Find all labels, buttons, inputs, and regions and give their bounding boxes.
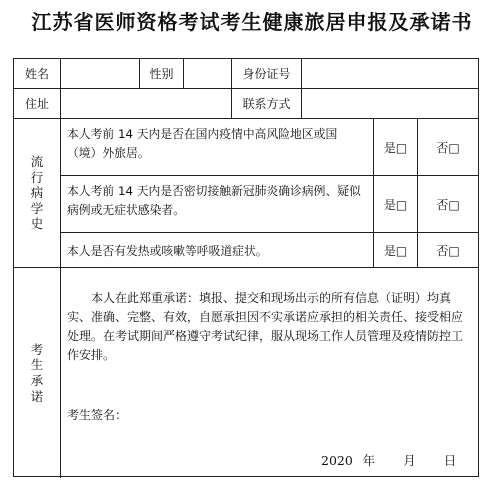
contact-field[interactable]	[302, 89, 478, 118]
date-year[interactable]: 2020	[321, 453, 353, 468]
signature-field[interactable]	[132, 402, 292, 422]
label-char: 考	[30, 341, 44, 357]
row-divider	[14, 267, 478, 268]
promise-statement: 本人在此郑重承诺：填报、提交和现场出示的所有信息（证明）均真实、准确、完整、有效，自愿承担因不实承诺应承担的相关责任、接受相应处理。在考试期间严格遵守考试纪律，服从现场工作人员管理及疫情防控工作安排。	[67, 291, 464, 362]
name-label: 姓名	[24, 67, 49, 81]
question-travel: 本人考前 14 天内是否在国内疫情中高风险地区或国（境）外旅居。	[67, 127, 338, 160]
month-unit: 月	[403, 453, 416, 468]
id-number-label: 身份证号	[242, 67, 291, 81]
col-divider	[60, 267, 61, 478]
travel-yes-checkbox[interactable]: 是□	[383, 140, 408, 155]
declaration-form	[13, 58, 479, 477]
contact-yes-checkbox[interactable]: 是□	[383, 197, 408, 212]
label-char: 诺	[30, 388, 44, 404]
address-field[interactable]	[61, 89, 231, 118]
label-char: 行	[30, 169, 44, 185]
id-number-field[interactable]	[302, 59, 478, 88]
document-title: 江苏省医师资格考试考生健康旅居申报及承诺书	[31, 10, 473, 34]
gender-field[interactable]	[184, 59, 231, 88]
label-char: 史	[30, 216, 44, 232]
candidate-promise-label	[14, 268, 60, 478]
day-unit: 日	[443, 453, 457, 468]
label-char: 承	[30, 373, 44, 388]
year-unit: 年	[362, 453, 376, 468]
label-char: 生	[30, 357, 44, 373]
gender-label: 性别	[149, 67, 174, 81]
symptoms-yes-checkbox[interactable]: 是□	[383, 243, 408, 258]
contact-no-checkbox[interactable]: 否□	[436, 197, 460, 212]
epidemiological-history-label	[14, 119, 60, 267]
question-symptoms: 本人是否有发热或咳嗽等呼吸道症状。	[67, 243, 268, 258]
name-field[interactable]	[61, 59, 139, 88]
symptoms-no-checkbox[interactable]: 否□	[436, 243, 460, 258]
date-line	[321, 451, 456, 469]
label-char: 学	[30, 200, 44, 216]
address-label: 住址	[24, 97, 49, 111]
signature-label: 考生签名：	[67, 408, 128, 422]
question-contact: 本人考前 14 天内是否密切接触新冠肺炎确诊病例、疑似病例或无症状感染者。	[67, 184, 361, 217]
label-char: 病	[30, 185, 44, 201]
travel-no-checkbox[interactable]: 否□	[436, 140, 460, 155]
label-char: 流	[30, 153, 44, 169]
contact-label: 联系方式	[242, 97, 291, 111]
